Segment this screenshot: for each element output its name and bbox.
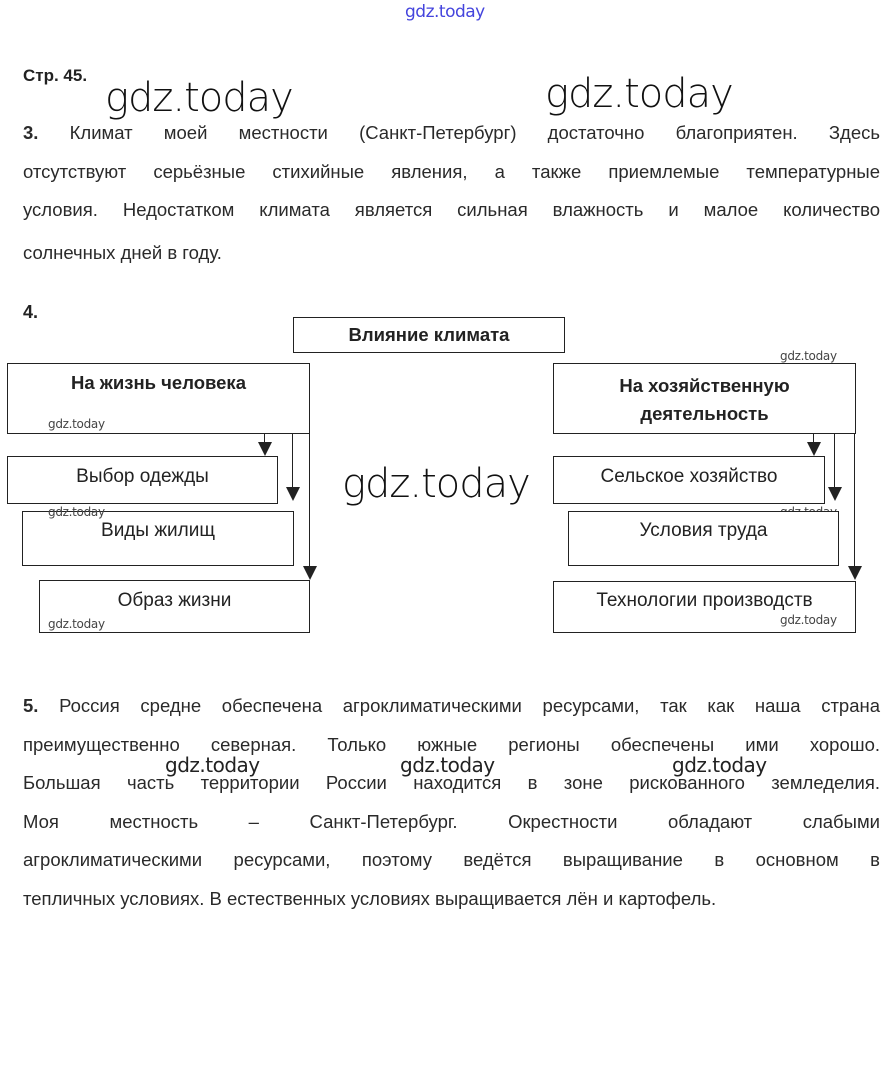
task-5-paragraph: [23, 687, 880, 918]
left-category-label: На жизнь человека: [71, 372, 246, 393]
right-item-box-1: Сельское хозяйство: [553, 456, 825, 504]
arrow-down-icon: [258, 442, 272, 456]
task-5-line-4: Моя местность – Санкт-Петербург. Окрестности обладают слабыми: [23, 810, 880, 832]
connector-line: [309, 433, 310, 568]
watermark-medium: gdz.today: [165, 753, 260, 777]
watermark-small: gdz.today: [48, 417, 105, 431]
right-category-box: [553, 363, 856, 434]
task-5-number: 5.: [23, 695, 39, 716]
watermark-large-right: gdz.today: [545, 71, 733, 117]
task-5-line-3: Большая часть территории России находится в зоне рискованного земледелия.: [23, 772, 880, 793]
watermark-large-left: gdz.today: [105, 75, 293, 121]
arrow-down-icon: [303, 566, 317, 580]
watermark-top: gdz.today: [405, 2, 485, 22]
task-3-paragraph: [23, 114, 880, 272]
left-item-box-1: Выбор одежды: [7, 456, 278, 504]
page-number: Стр. 45.: [23, 66, 88, 85]
task-5-line-1: 5. Россия средне обеспечена агроклиматическими ресурсами, так как наша страна: [23, 695, 880, 716]
connector-line: [854, 433, 855, 568]
watermark-small: gdz.today: [48, 617, 105, 631]
task-4-number: 4.: [23, 302, 39, 322]
task-5-line-6: тепличных условиях. В естественных условиях выращивается лён и картофель.: [23, 887, 717, 909]
connector-line: [292, 433, 293, 488]
watermark-small: gdz.today: [48, 505, 105, 519]
right-item-box-2: Условия труда: [568, 511, 839, 566]
left-item-box-3: Образ жизни: [39, 580, 310, 633]
arrow-down-icon: [848, 566, 862, 580]
right-category-label-line-2: деятельность: [640, 403, 769, 424]
left-item-box-2: Виды жилищ: [22, 511, 294, 566]
diagram-root-box: [293, 317, 565, 353]
watermark-medium: gdz.today: [400, 753, 495, 777]
connector-line: [834, 433, 835, 488]
arrow-down-icon: [286, 487, 300, 501]
task-3-line-2: отсутствуют серьёзные стихийные явления, а также приемлемые температурные: [23, 160, 880, 182]
arrow-down-icon: [828, 487, 842, 501]
arrow-down-icon: [807, 442, 821, 456]
task-5-line-5: агроклиматическими ресурсами, поэтому ведётся выращивание в основном в: [23, 849, 880, 870]
right-item-box-3: Технологии производств: [553, 581, 856, 633]
task-3-line-4: солнечных дней в году.: [23, 241, 222, 263]
diagram-root-label: Влияние климата: [348, 324, 510, 345]
task-3-line-3: условия. Недостатком климата является сильная влажность и малое количество: [23, 199, 880, 220]
task-3-number: 3.: [23, 122, 39, 143]
task-3-line-1: 3. Климат моей местности (Санкт-Петербург) достаточно благоприятен. Здесь: [23, 122, 881, 143]
watermark-diagram-center: gdz.today: [342, 461, 530, 507]
task-5-line-2: преимущественно северная. Только южные регионы обеспечены ими хорошо.: [23, 733, 880, 755]
watermark-small: gdz.today: [780, 613, 837, 627]
right-category-label-line-1: На хозяйственную: [619, 375, 790, 396]
watermark-small: gdz.today: [780, 349, 837, 363]
watermark-medium: gdz.today: [672, 753, 767, 777]
